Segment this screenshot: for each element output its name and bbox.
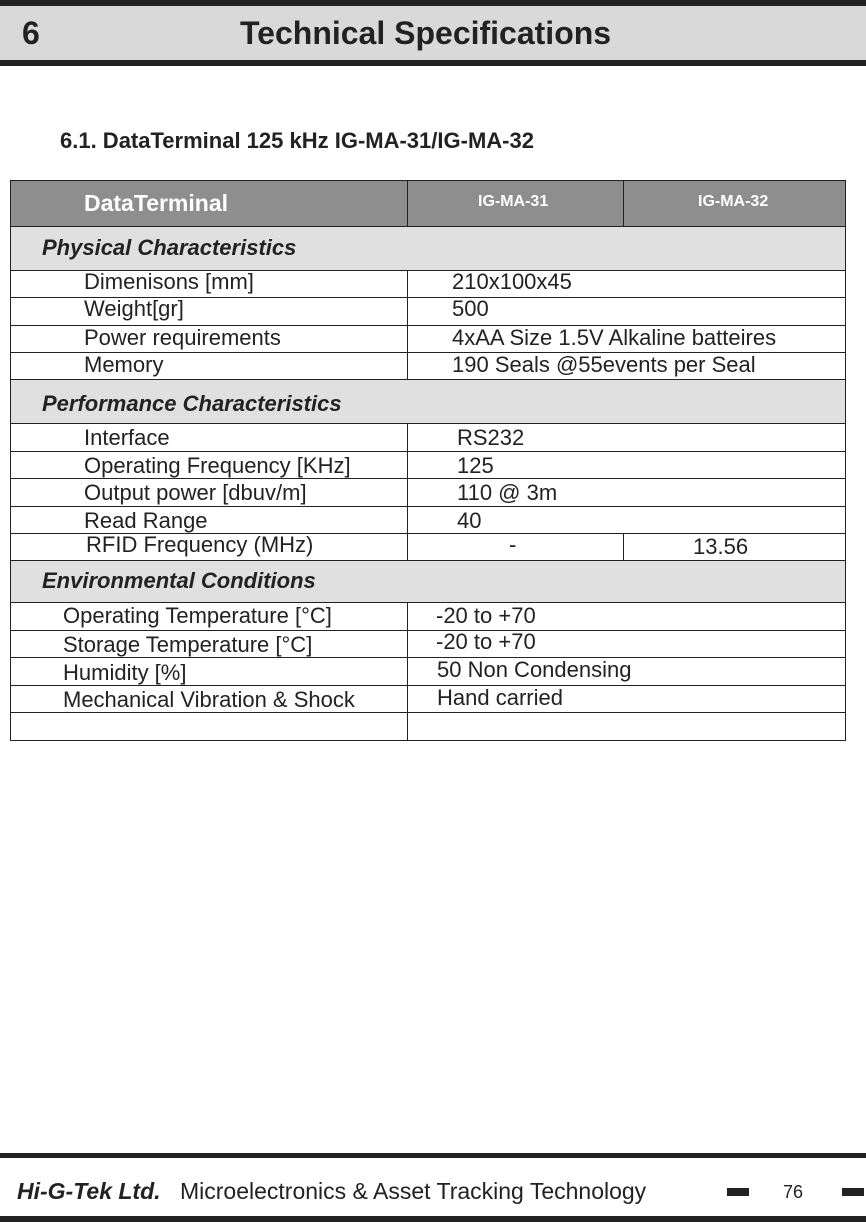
table-row-empty <box>11 713 845 740</box>
table-row <box>11 424 845 452</box>
row-label: Read Range <box>84 508 208 533</box>
footer-company: Hi-G-Tek Ltd. <box>17 1178 161 1204</box>
row-value: -20 to +70 <box>436 629 536 654</box>
table-row <box>11 353 845 380</box>
page-number: 76 <box>783 1182 804 1202</box>
row-label: Storage Temperature [°C] <box>63 632 313 657</box>
row-label: Humidity [%] <box>63 660 187 685</box>
row-value-ig-ma-32: 13.56 <box>693 534 749 559</box>
group-performance <box>11 380 845 424</box>
header-col-ig-ma-32: IG-MA-32 <box>698 193 769 210</box>
row-label: Dimenisons [mm] <box>84 269 254 294</box>
row-value: 40 <box>457 508 482 533</box>
row-label: Output power [dbuv/m] <box>84 480 307 505</box>
row-label: RFID Frequency (MHz) <box>86 532 314 557</box>
footer-tagline: Microelectronics & Asset Tracking Technology <box>180 1178 647 1204</box>
table-row <box>11 271 845 298</box>
row-value: 50 Non Condensing <box>437 657 632 682</box>
row-value: 4xAA Size 1.5V Alkaline batteires <box>452 325 777 350</box>
row-value: -20 to +70 <box>436 603 536 628</box>
table-row <box>11 686 845 713</box>
column-divider <box>407 424 408 561</box>
row-value: 125 <box>457 453 494 478</box>
row-value: 210x100x45 <box>452 269 572 294</box>
group-title: Performance Characteristics <box>42 391 342 416</box>
row-label: Operating Temperature [°C] <box>63 603 332 628</box>
chapter-title: Technical Specifications <box>240 15 612 51</box>
table-row <box>11 298 845 326</box>
row-value: 500 <box>452 296 489 321</box>
row-value: Hand carried <box>437 685 563 710</box>
table-header-row <box>11 181 845 227</box>
table-row <box>11 326 845 353</box>
row-label: Operating Frequency [KHz] <box>84 453 351 478</box>
group-environmental <box>11 561 845 603</box>
row-label: Interface <box>84 425 170 450</box>
column-divider <box>623 534 624 561</box>
table-row <box>11 507 845 534</box>
column-divider <box>407 603 408 740</box>
spec-table <box>10 180 846 741</box>
table-row <box>11 631 845 658</box>
header-col-ig-ma-31: IG-MA-31 <box>478 193 549 210</box>
table-row <box>11 479 845 507</box>
group-physical <box>11 227 845 271</box>
group-title: Physical Characteristics <box>42 235 297 260</box>
chapter-title-bar <box>0 0 866 66</box>
row-label: Memory <box>84 352 164 377</box>
column-divider <box>407 181 408 227</box>
chapter-number: 6 <box>22 15 40 51</box>
table-row <box>11 603 845 631</box>
row-value: 110 @ 3m <box>457 480 558 505</box>
row-label: Mechanical Vibration & Shock <box>63 687 355 712</box>
footer-dash-right <box>842 1188 864 1196</box>
column-divider <box>623 181 624 227</box>
footer <box>0 1158 866 1216</box>
row-value: 190 Seals @55events per Seal <box>452 352 756 377</box>
row-value: RS232 <box>457 425 525 450</box>
table-row <box>11 658 845 686</box>
row-value-ig-ma-31: - <box>509 532 517 557</box>
table-row <box>11 534 845 561</box>
header-label: DataTerminal <box>84 190 229 216</box>
section-heading: 6.1. DataTerminal 125 kHz IG-MA-31/IG-MA-32 <box>60 128 534 153</box>
footer-bottom-rule <box>0 1216 866 1222</box>
table-row <box>11 452 845 479</box>
column-divider <box>407 271 408 380</box>
row-label: Power requirements <box>84 325 281 350</box>
footer-dash-left <box>727 1188 749 1196</box>
group-title: Environmental Conditions <box>42 568 316 593</box>
row-label: Weight[gr] <box>84 296 184 321</box>
